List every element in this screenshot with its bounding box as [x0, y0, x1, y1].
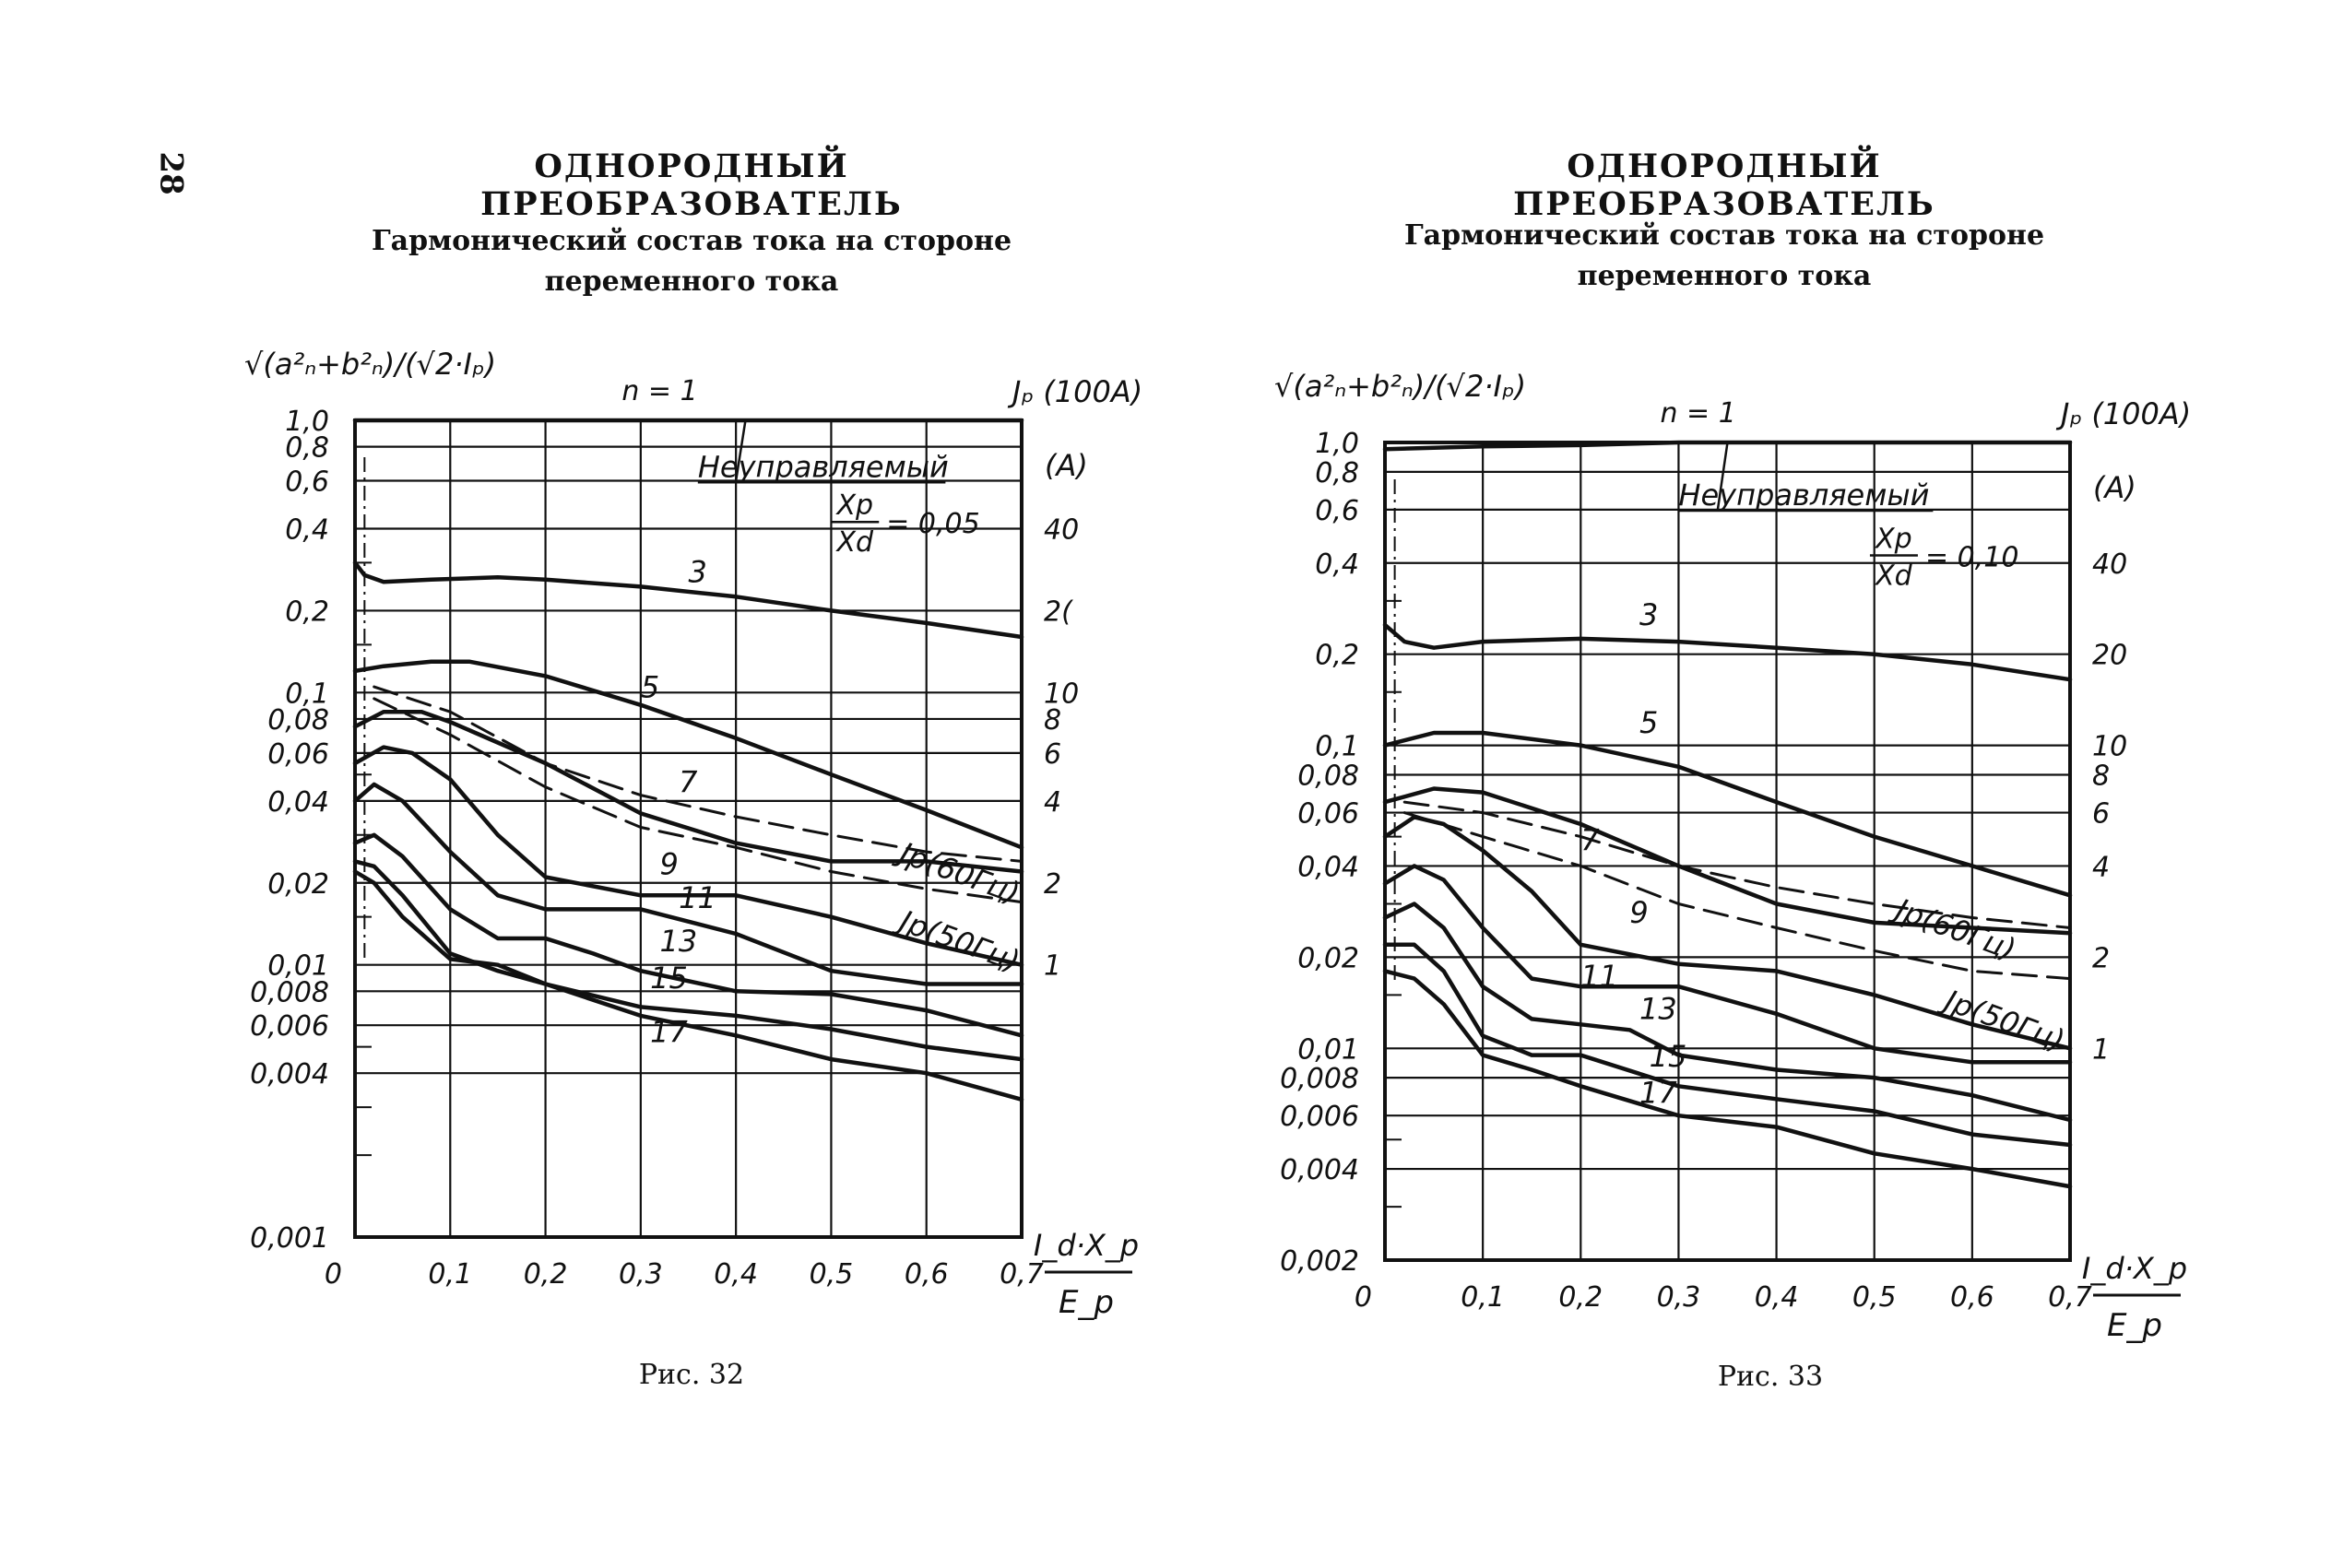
series-label: 7: [679, 764, 698, 800]
y-tick-label: 0,008: [250, 976, 329, 1009]
y-tick-label: 0,002: [1280, 1245, 1359, 1278]
y2-tick-label: 40: [2092, 548, 2128, 581]
y-tick-label: 0,4: [1315, 548, 1359, 581]
y2-tick-label: 2(: [1044, 595, 1072, 629]
uncontrolled-label: Неуправляемый: [697, 449, 949, 485]
y2-tick-label: 4: [2092, 851, 2111, 884]
y-tick-label: 0,1: [1315, 730, 1359, 763]
y2-tick-label: 20: [2092, 639, 2128, 672]
y-tick-label: 0,008: [1280, 1063, 1359, 1096]
y-axis-title: √(a²ₙ+b²ₙ)/(√2·Iₚ): [1274, 369, 1527, 404]
series-label: Jp(50Гц): [1940, 983, 2070, 1059]
y-tick-label: 0,004: [250, 1058, 329, 1091]
series-label: 13: [659, 924, 698, 960]
series-label: 15: [650, 961, 688, 996]
series-label: 15: [1649, 1039, 1687, 1075]
y2-axis-unit: (A): [2093, 470, 2136, 505]
left-page-heading: ОДНОРОДНЫЙ ПРЕОБРАЗОВАТЕЛЬ: [480, 147, 903, 223]
series-line-7: [1385, 789, 2070, 934]
x-tick-label: 0,6: [904, 1258, 949, 1291]
x-tick-label: 0,2: [1558, 1281, 1603, 1314]
y-tick-label: 0,08: [1297, 760, 1359, 793]
y-tick-label: 0,04: [1297, 851, 1359, 884]
y2-tick-label: 1: [2092, 1033, 2111, 1067]
y2-tick-label: 2: [2092, 942, 2111, 975]
y-tick-label: 0,6: [1315, 494, 1359, 527]
series-label: 5: [640, 669, 660, 705]
y2-tick-label: 10: [2092, 730, 2128, 763]
y2-tick-label: 10: [1044, 678, 1080, 711]
x-tick-label: 0: [1354, 1281, 1372, 1314]
y-tick-label: 0,06: [267, 737, 329, 771]
series-line-5: [355, 662, 1022, 848]
series-label: 9: [659, 846, 679, 882]
x-axis-title-den: E_p: [2106, 1307, 2163, 1344]
x-tick-label: 0,1: [1461, 1281, 1506, 1314]
y2-axis-title: Jₚ (100A): [1012, 374, 1143, 409]
y2-axis-title: Jₚ (100A): [2061, 396, 2192, 431]
y-tick-label: 0,02: [1297, 942, 1359, 975]
y-tick-label: 0,4: [285, 513, 329, 547]
x-tick-label: 0,4: [1754, 1281, 1799, 1314]
n1-label: n = 1: [621, 375, 698, 407]
y2-tick-label: 6: [1044, 737, 1062, 771]
y-tick-label: 0,01: [1297, 1033, 1359, 1067]
x-axis-title-den: E_p: [1058, 1284, 1115, 1321]
param-den: Xd: [1875, 560, 1912, 593]
x-axis-title-num: I_d·X_p: [1033, 1228, 1140, 1263]
chart-fig33: [1274, 369, 2191, 1344]
right-subtitle-line2: переменного тока: [1577, 260, 1872, 292]
y-tick-label: 0,2: [285, 595, 329, 629]
x-tick-label: 0,6: [1949, 1281, 1994, 1314]
y2-axis-unit: (A): [1045, 448, 1088, 483]
y2-tick-label: 4: [1044, 785, 1062, 819]
x-tick-label: 0,1: [428, 1258, 473, 1291]
y2-tick-label: 8: [2092, 760, 2111, 793]
y-tick-label: 0,8: [1315, 456, 1359, 489]
y-tick-label: 0,006: [1280, 1101, 1359, 1134]
x-tick-label: 0,3: [1656, 1281, 1701, 1314]
x-tick-label: 0,5: [809, 1258, 854, 1291]
x-tick-label: 0,5: [1852, 1281, 1897, 1314]
series-label: 9: [1629, 894, 1649, 930]
y-tick-label: 0,06: [1297, 797, 1359, 831]
right-page-heading: ОДНОРОДНЫЙ ПРЕОБРАЗОВАТЕЛЬ: [1513, 147, 1935, 223]
series-line-3: [1385, 625, 2070, 679]
series-label: Jp(60Гц): [894, 835, 1024, 912]
y-tick-label: 0,02: [267, 867, 329, 901]
n1-label: n = 1: [1660, 397, 1736, 430]
y-tick-label: 0,2: [1315, 639, 1359, 672]
chart-fig32: [244, 347, 1142, 1321]
y-tick-label: 0,6: [285, 466, 329, 499]
y-tick-label: 0,1: [285, 678, 329, 711]
param-num: Xp: [836, 489, 874, 523]
y2-tick-label: 40: [1044, 513, 1080, 547]
series-label: 5: [1639, 705, 1659, 741]
param-value: = 0,10: [1924, 541, 2019, 574]
right-figure-caption: Рис. 33: [1717, 1361, 1824, 1393]
x-tick-label: 0: [324, 1258, 342, 1291]
series-label: Jp(60Гц): [1891, 891, 2021, 968]
y-tick-label: 1,0: [285, 406, 329, 438]
series-label: 17: [1639, 1075, 1677, 1111]
uncontrolled-label: Неуправляемый: [1678, 477, 1930, 513]
y-tick-label: 1,0: [1315, 428, 1359, 460]
y-tick-label: 0,004: [1280, 1154, 1359, 1187]
series-label: 7: [1580, 822, 1600, 858]
y-tick-label: 0,001: [250, 1222, 329, 1255]
y-axis-title: √(a²ₙ+b²ₙ)/(√2·Iₚ): [244, 347, 497, 382]
y-tick-label: 0,04: [267, 785, 329, 819]
param-value: = 0,05: [886, 508, 980, 541]
y-tick-label: 0,01: [267, 949, 329, 983]
x-tick-label: 0,2: [523, 1258, 568, 1291]
x-tick-label: 0,7: [2048, 1281, 2092, 1314]
y2-tick-label: 8: [1044, 703, 1062, 737]
y2-tick-label: 6: [2092, 797, 2111, 831]
series-label: 3: [688, 554, 707, 590]
x-axis-title-num: I_d·X_p: [2081, 1251, 2188, 1286]
series-line-Jp60Гц: [374, 687, 1022, 861]
series-label: 11: [1580, 959, 1619, 995]
y2-tick-label: 2: [1044, 867, 1062, 901]
y2-tick-label: 1: [1044, 949, 1062, 983]
series-label: 3: [1639, 596, 1659, 632]
left-subtitle-line1: Гармонический состав тока на стороне: [371, 225, 1012, 257]
x-tick-label: 0,3: [618, 1258, 663, 1291]
right-subtitle-line1: Гармонический состав тока на стороне: [1403, 219, 2045, 252]
left-figure-caption: Рис. 32: [638, 1359, 745, 1391]
param-den: Xd: [836, 526, 874, 560]
page-number: 28: [152, 151, 190, 195]
series-label: 13: [1639, 991, 1677, 1027]
left-subtitle-line2: переменного тока: [544, 265, 839, 298]
y-tick-label: 0,006: [250, 1010, 329, 1043]
series-line-11: [1385, 866, 2070, 1062]
series-label: 11: [679, 879, 716, 915]
series-line-Jp50Гц: [1404, 813, 2070, 979]
x-tick-label: 0,7: [1000, 1258, 1044, 1291]
x-tick-label: 0,4: [714, 1258, 759, 1291]
series-label: Jp(50Гц): [894, 902, 1024, 979]
param-num: Xp: [1875, 523, 1912, 556]
y-tick-label: 0,08: [267, 703, 329, 737]
series-label: 17: [650, 1014, 688, 1050]
y-tick-label: 0,8: [285, 431, 329, 465]
